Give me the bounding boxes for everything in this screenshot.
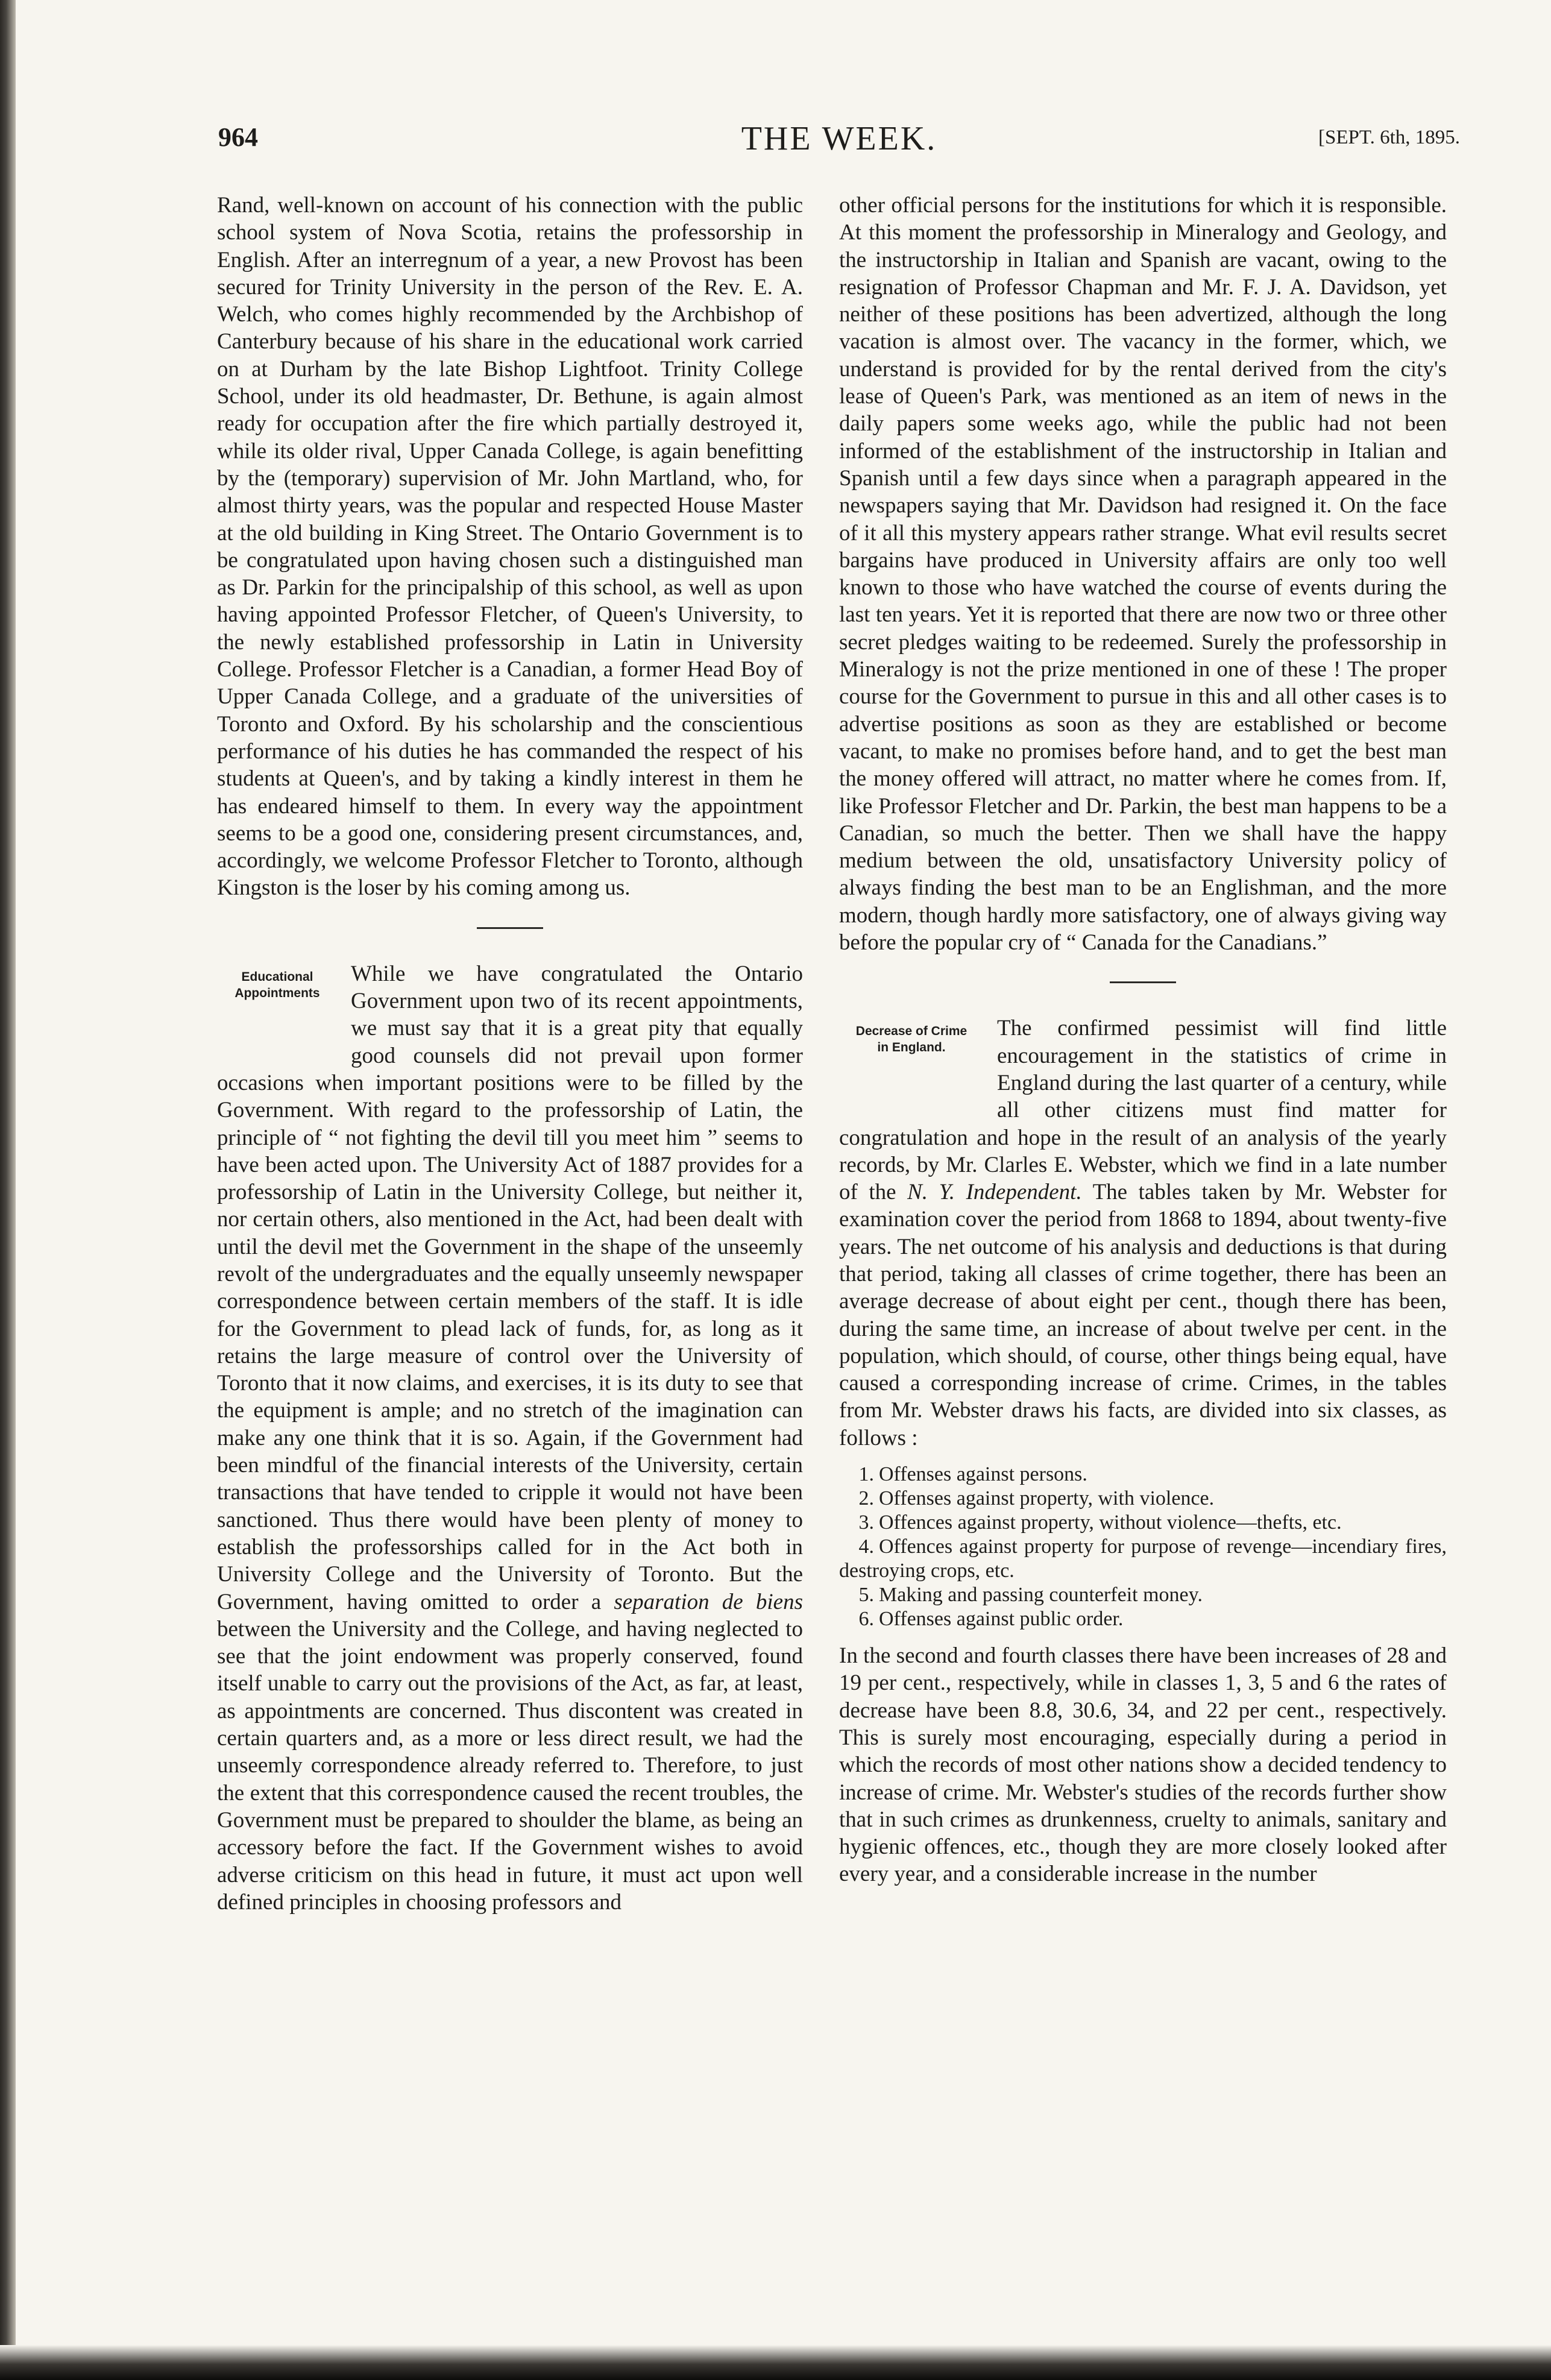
- list-number: 1.: [858, 1463, 874, 1486]
- list-item: [839, 1487, 1447, 1511]
- list-text: Offenses against public order.: [879, 1608, 1124, 1631]
- journal-title: THE WEEK.: [741, 120, 937, 157]
- section-sidenote: [839, 1015, 984, 1112]
- list-text: Offenses against persons.: [879, 1463, 1087, 1486]
- issue-date: [SEPT. 6th, 1895.: [1318, 127, 1460, 148]
- sidenote-line: Educational: [241, 969, 313, 984]
- article-paragraph: [217, 960, 803, 1916]
- page-header: [218, 122, 1460, 164]
- article-paragraph: In the second and fourth classes there have been increases of 28 and 19 per cent., respectively, while in classes 1, 3, 5 and 6 the rates of decrease have been 8.8, 30.6, 34, and 22 per cent., respectively. This is surely most encouraging, especially during a period in which the records of most other nations show a decided tendency to increase of crime. Mr. Webster's studies of the records further show that in such crimes as drunkenness, cruelty to animals, sanitary and hygienic offences, etc., though they are more closely looked after every year, and a considerable increase in the number: [839, 1643, 1447, 1887]
- list-item: [839, 1462, 1447, 1487]
- paragraph-text: The tables taken by Mr. Webster for examination cover the period from 1868 to 1894, about twenty-five years. The net outcome of his analysis and deductions is that during that period, taking all classes of crime together, there has been an average decrease of about eight per cent., though there has been, during the same time, an increase of about twelve per cent. in the population, which should, of course, other things being equal, have caused a corresponding increase of crime. Crimes, in the tables from Mr. Webster draws his facts, are divided into six classes, as follows :: [839, 1180, 1447, 1450]
- sidenote-line: Appointments: [234, 986, 320, 1000]
- crime-classes-list: [839, 1462, 1447, 1631]
- left-column: [217, 192, 803, 1916]
- list-number: 5.: [858, 1584, 874, 1607]
- list-item: [839, 1607, 1447, 1631]
- sidenote-line: in England.: [877, 1040, 946, 1055]
- list-item: [839, 1583, 1447, 1607]
- list-item: [839, 1535, 1447, 1583]
- list-text: Offenses against property, with violence.: [879, 1487, 1215, 1510]
- scan-left-edge: [0, 0, 16, 2380]
- scan-bottom-edge: [0, 2345, 1551, 2380]
- paragraph-text: between the University and the College, and having neglected to see that the joint endowment was properly conserved, found itself unable to carry out the provisions of the Act, as far, at least, as appointments are concerned. Thus discontent was created in certain quarters and, as a more or less direct result, we had the unseemly correspondence already referred to. Therefore, to just the extent that this correspondence caused the recent troubles, the Government must be prepared to shoulder the blame, as being an accessory before the fact. If the Government wishes to avoid adverse criticism on this head in future, it must act upon well defined principles in choosing professors and: [217, 1616, 803, 1915]
- paragraph-text: The confirmed pessimist will find little encouragement in the statistics of crime in England during the last quarter of a century, while all other citizens must find matter for congratulation and hope in the result of an analysis of the yearly records, by Mr. Clarles E. Webster, which we find in a late number of the: [839, 1016, 1447, 1205]
- section-decrease-of-crime: [839, 1015, 1447, 1887]
- section-divider: [1110, 981, 1176, 983]
- article-paragraph: Rand, well-known on account of his connection with the public school system of Nova Scotia, retains the professorship in English. After an interregnum of a year, a new Provost has been secured for Trinity University in the person of the Rev. E. A. Welch, who comes highly recommended by the Archbishop of Canterbury because of his share in the educational work carried on at Durham by the late Bishop Lightfoot. Trinity College School, under its old headmaster, Dr. Bethune, is again almost ready for occupation after the fire which partially destroyed it, while its older rival, Upper Canada College, is again benefitting by the (temporary) supervision of Mr. John Martland, who, for almost thirty years, was the popular and respected House Master at the old building in King Street. The Ontario Government is to be congratulated upon having chosen such a distinguished man as Dr. Parkin for the principalship of this school, as well as upon having appointed Professor Fletcher, of Queen's University, to the newly established professorship in Latin in University College. Professor Fletcher is a Canadian, a former Head Boy of Upper Canada College, and a graduate of the universities of Toronto and Oxford. By his scholarship and the conscientious performance of his duties he has commanded the respect of his students at Queen's, and by taking a kindly interest in them he has endeared himself to them. In every way the appointment seems to be a good one, considering present circumstances, and, accordingly, we welcome Professor Fletcher to Toronto, although Kingston is the loser by his coming among us.: [217, 193, 803, 901]
- italic-phrase: separation de biens: [614, 1589, 803, 1614]
- section-sidenote: [217, 960, 338, 1058]
- paragraph-text: While we have congratulated the Ontario Government upon two of its recent appointments, we must say that it is a great pity that equally good counsels did not prevail upon former occasions when important positions were to be filled by the Government. With regard to the professorship of Latin, the principle of “ not fighting the devil till you meet him ” seems to have been acted upon. The University Act of 1887 provides for a professorship of Latin in the University College, but neither it, nor certain others, also mentioned in the Act, had been dealt with until the devil met the Government in the shape of the unseemly revolt of the undergraduates and the equally unseemly newspaper correspondence between certain members of the staff. It is idle for the Government to plead lack of funds, for, as long as it retains the large measure of control over the University of Toronto that it now claims, and exercises, it is its duty to see that the equipment is ample; and no stretch of the imagination can make any one think that it is so. Again, if the Government had been mindful of the financial interests of the University, certain transactions that have tended to cripple it would not have been sanctioned. Thus there would have been plenty of money to establish the professorships called for in the Act both in University College and the University of Toronto. But the Government, having omitted to order a: [217, 961, 803, 1614]
- sidenote-line: Decrease of Crime: [855, 1024, 967, 1039]
- right-column: [839, 192, 1447, 1888]
- list-number: 3.: [858, 1511, 874, 1534]
- section-divider: [477, 927, 543, 929]
- article-paragraph: other official persons for the institutions for which it is responsible. At this moment the professorship in Mineralogy and Geology, and the instructorship in Italian and Spanish are vacant, owing to the resignation of Professor Chapman and Mr. F. J. A. Davidson, yet neither of these positions has been advertized, although the long vacation is almost over. The vacancy in the former, which, we understand is provided for by the rental derived from the city's lease of Queen's Park, was mentioned as an item of news in the daily papers some weeks ago, while the public had not been informed of the establishment of the instructorship in Italian and Spanish until a few days since when a paragraph appeared in the newspapers saying that Mr. Davidson had resigned it. On the face of it all this mystery appears rather strange. What evil results secret bargains have produced in University affairs are only too well known to those who have watched the course of events during the last ten years. Yet it is reported that there are now two or three other secret pledges waiting to be redeemed. Surely the professorship in Mineralogy is not the prize mentioned in one of these ! The proper course for the Government to pursue in this and all other cases is to advertise positions as soon as they are established or become vacant, to make no promises before hand, and to get the best man the money offered will attract, no matter where he comes from. If, like Professor Fletcher and Dr. Parkin, the best man happens to be a Canadian, so much the better. Then we shall have the happy medium between the old, unsatisfactory University policy of always finding the best man to be an Englishman, and the more modern, though hardly more satisfactory, one of always giving way before the popular cry of “ Canada for the Canadians.”: [839, 193, 1447, 955]
- italic-phrase: N. Y. Independent.: [907, 1180, 1082, 1205]
- list-text: Offences against property, without violence—thefts, etc.: [879, 1511, 1342, 1534]
- page-number: 964: [218, 122, 258, 152]
- section-educational-appointments: [217, 960, 803, 1916]
- list-number: 6.: [858, 1608, 874, 1631]
- list-text: Making and passing counterfeit money.: [879, 1584, 1203, 1607]
- list-number: 2.: [858, 1487, 874, 1510]
- list-item: [839, 1511, 1447, 1535]
- list-number: 4.: [858, 1535, 874, 1558]
- list-text: Offences against property for purpose of revenge—incendiary fires, destroying crops, etc.: [839, 1535, 1447, 1582]
